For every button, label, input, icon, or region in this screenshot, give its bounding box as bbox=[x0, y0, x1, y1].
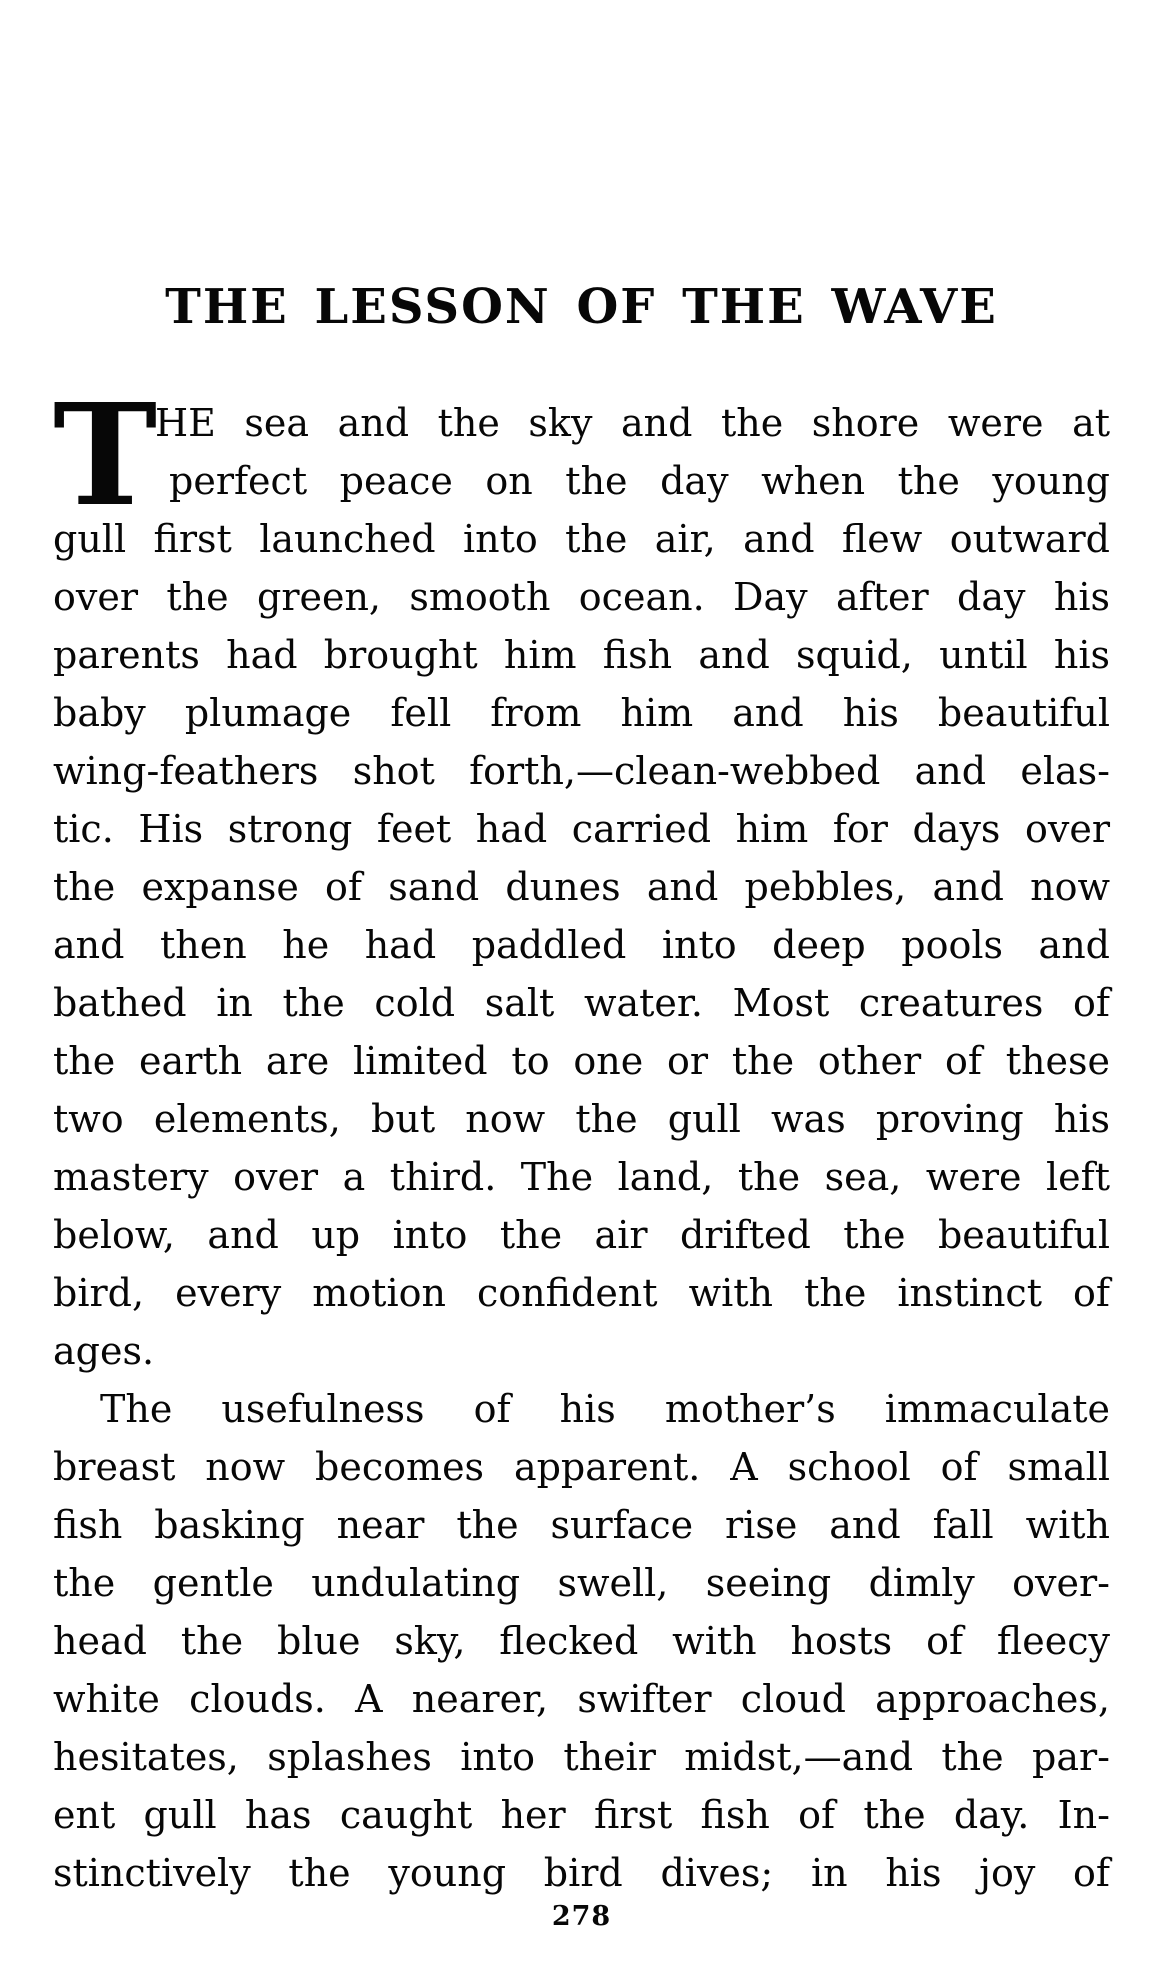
text-line: hesitates, splashes into their midst,—and the par- bbox=[53, 1735, 1110, 1779]
text-line: parents had brought him fish and squid, until his bbox=[53, 633, 1110, 677]
text-line: wing-feathers shot forth,—clean-webbed and elas- bbox=[53, 749, 1110, 793]
text-line: two elements, but now the gull was proving his bbox=[53, 1097, 1110, 1141]
text-line: and then he had paddled into deep pools and bbox=[53, 923, 1110, 967]
text-line: perfect peace on the day when the young bbox=[169, 459, 1110, 503]
drop-cap-wrap-lines bbox=[155, 394, 1110, 510]
text-line: bird, every motion confident with the instinct of bbox=[53, 1271, 1110, 1315]
page-body bbox=[53, 374, 1110, 1902]
text-line: HE sea and the sky and the shore were at bbox=[155, 401, 1110, 445]
text-line: over the green, smooth ocean. Day after day his bbox=[53, 575, 1110, 619]
paragraph-opening bbox=[53, 374, 1110, 538]
text-line: the earth are limited to one or the other of these bbox=[53, 1039, 1110, 1083]
text-line: fish basking near the surface rise and fall with bbox=[53, 1503, 1110, 1547]
drop-cap-letter: T bbox=[53, 374, 158, 538]
text-line: the expanse of sand dunes and pebbles, and now bbox=[53, 865, 1110, 909]
drop-cap bbox=[53, 374, 158, 538]
text-line: stinctively the young bird dives; in his joy of bbox=[53, 1851, 1110, 1895]
text-line: baby plumage fell from him and his beautiful bbox=[53, 691, 1110, 735]
chapter-title: THE LESSON OF THE WAVE bbox=[165, 279, 998, 335]
text-line: breast now becomes apparent. A school of small bbox=[53, 1445, 1110, 1489]
page-number: 278 bbox=[551, 1901, 612, 1932]
text-line: gull first launched into the air, and flew outward bbox=[53, 517, 1110, 561]
text-line: The usefulness of his mother’s immaculate bbox=[100, 1387, 1110, 1431]
text-line: below, and up into the air drifted the beautiful bbox=[53, 1213, 1110, 1257]
text-line: tic. His strong feet had carried him for days over bbox=[53, 807, 1110, 851]
text-line: white clouds. A nearer, swifter cloud approaches, bbox=[53, 1677, 1110, 1721]
text-line: ages. bbox=[53, 1329, 155, 1373]
text-line: ent gull has caught her first fish of the day. In- bbox=[53, 1793, 1110, 1837]
text-line: head the blue sky, flecked with hosts of fleecy bbox=[53, 1619, 1110, 1663]
text-line: the gentle undulating swell, seeing dimly over- bbox=[53, 1561, 1110, 1605]
text-line: mastery over a third. The land, the sea, were left bbox=[53, 1155, 1110, 1199]
text-line: bathed in the cold salt water. Most creatures of bbox=[53, 981, 1110, 1025]
